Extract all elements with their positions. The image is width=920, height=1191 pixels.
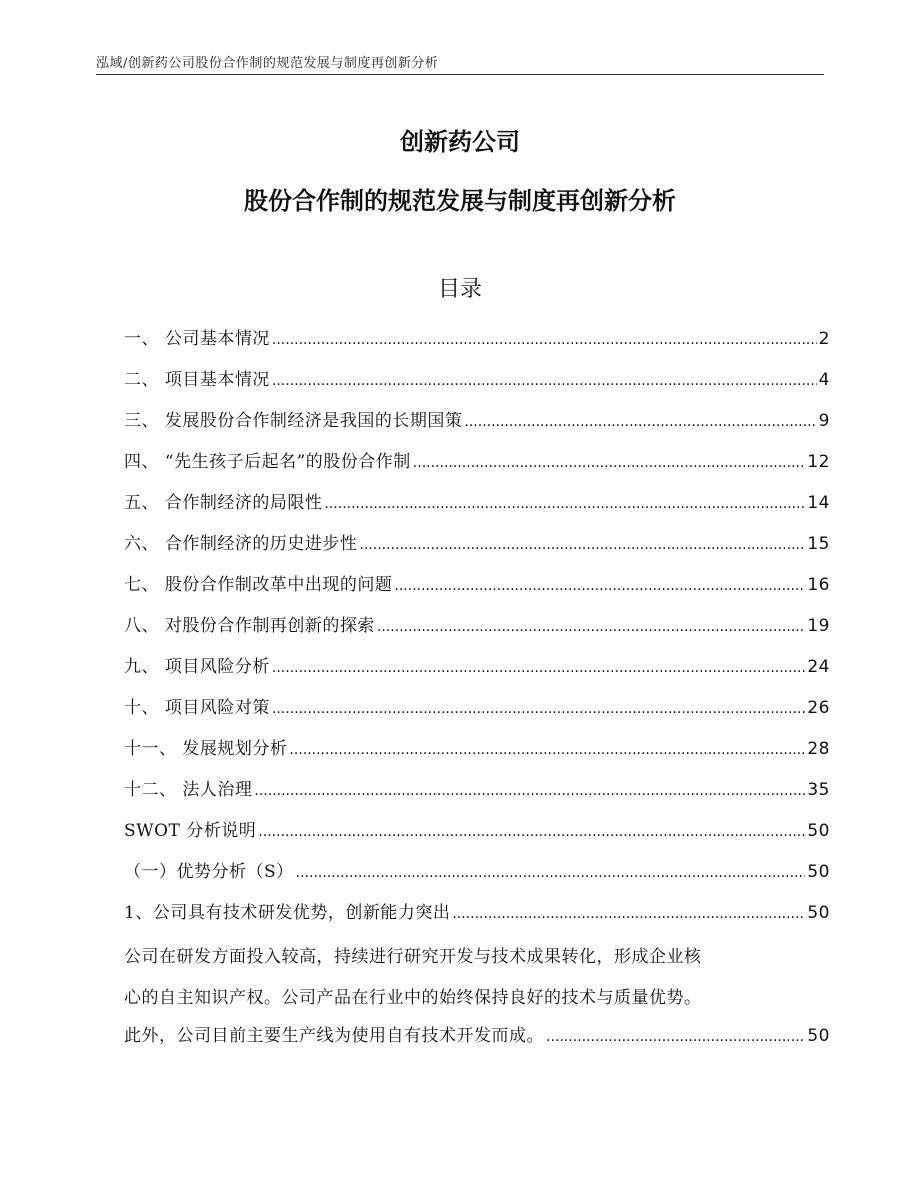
toc-leader-dots	[258, 815, 805, 849]
toc-entry-number: 七、	[124, 575, 165, 595]
toc-entry-title: 项目风险分析	[164, 657, 270, 677]
toc-leader-dots	[377, 610, 805, 644]
toc-entry[interactable]	[124, 855, 830, 896]
toc-paragraph-last-line: 此外，公司目前主要生产线为使用自有技术开发而成。	[124, 1026, 544, 1046]
toc-entry-title: 合作制经济的局限性	[164, 493, 323, 513]
toc-entry-title: 法人治理	[182, 780, 253, 800]
toc-entry-page: 35	[807, 780, 830, 800]
toc-leader-dots	[546, 1020, 805, 1054]
toc-entry-title: 项目基本情况	[164, 370, 270, 390]
toc-leader-dots	[289, 733, 805, 767]
toc-entry-number: 八、	[124, 616, 165, 636]
toc-entry-page: 26	[807, 698, 830, 718]
toc-leader-dots	[324, 487, 805, 521]
toc-entry-number: 十二、	[124, 780, 183, 800]
toc-entry-page: 28	[807, 739, 830, 759]
toc-entry[interactable]	[124, 568, 830, 609]
toc-entry-number: 五、	[124, 493, 165, 513]
toc-entry-page: 50	[807, 1026, 830, 1046]
document-title-line1: 创新药公司	[400, 128, 520, 156]
toc-entry[interactable]	[124, 1019, 830, 1060]
toc-entry-page: 2	[818, 329, 830, 349]
toc-entry-number: 十、	[124, 698, 165, 718]
toc-entry-title: 项目风险对策	[164, 698, 270, 718]
document-title-line2: 股份合作制的规范发展与制度再创新分析	[244, 187, 676, 215]
toc-entry-page: 14	[807, 493, 830, 513]
toc-entry-number: 四、	[124, 452, 165, 472]
toc-entry-page: 50	[807, 821, 830, 841]
toc-heading: 目录	[437, 277, 482, 302]
toc-entry[interactable]	[124, 773, 830, 814]
toc-entry-title: 合作制经济的历史进步性	[164, 534, 358, 554]
toc-leader-dots	[413, 446, 806, 480]
toc-entry-title: 1、公司具有技术研发优势，创新能力突出	[124, 903, 451, 923]
toc-entry[interactable]	[124, 732, 830, 773]
toc-leader-dots	[394, 569, 805, 603]
toc-entry[interactable]	[124, 322, 830, 363]
toc-leader-dots	[296, 856, 806, 890]
toc-entry-number: 三、	[124, 411, 165, 431]
toc-entry-title: 发展规划分析	[182, 739, 288, 759]
toc-entry[interactable]	[124, 814, 830, 855]
toc-entry-page: 9	[818, 411, 830, 431]
toc-entry-number: 十一、	[124, 739, 183, 759]
toc-entry-number: 六、	[124, 534, 165, 554]
toc-leader-dots	[359, 528, 805, 562]
toc-entry[interactable]	[124, 363, 830, 404]
toc-entry[interactable]	[124, 896, 830, 937]
toc-entry-page: 19	[807, 616, 830, 636]
toc-entry-page: 12	[807, 452, 830, 472]
toc-leader-dots	[272, 323, 817, 357]
toc-entry-number: 九、	[124, 657, 165, 677]
toc-leader-dots	[254, 774, 805, 808]
toc-entry[interactable]	[124, 691, 830, 732]
toc-entry-title: 股份合作制改革中出现的问题	[164, 575, 393, 595]
toc-entry[interactable]	[124, 445, 830, 486]
toc-leader-dots	[272, 692, 805, 726]
toc-entry-page: 50	[807, 862, 830, 882]
toc-entry-number: 二、	[124, 370, 165, 390]
toc-entry-page: 16	[807, 575, 830, 595]
toc-entry-title: 公司基本情况	[164, 329, 270, 349]
toc-entry-title: 发展股份合作制经济是我国的长期国策	[164, 411, 463, 431]
toc-entry-title: （一）优势分析（S）	[124, 862, 294, 882]
running-header: 泓域/创新药公司股份合作制的规范发展与制度再创新分析	[96, 56, 439, 71]
toc-paragraph-line: 公司在研发方面投入较高，持续进行研究开发与技术成果转化，形成企业核	[124, 947, 702, 967]
toc-entry-title: “先生孩子后起名”的股份合作制	[164, 452, 411, 472]
toc-entry-page: 15	[807, 534, 830, 554]
toc-leader-dots	[464, 405, 816, 439]
toc-entry[interactable]	[124, 527, 830, 568]
header-divider	[96, 74, 824, 75]
toc-leader-dots	[272, 651, 805, 685]
toc-entry-page: 24	[807, 657, 830, 677]
toc-leader-dots	[272, 364, 817, 398]
toc-entry[interactable]	[124, 650, 830, 691]
toc-entry[interactable]	[124, 609, 830, 650]
toc-leader-dots	[452, 897, 805, 931]
table-of-contents	[124, 322, 830, 1060]
toc-entry-page: 4	[818, 370, 830, 390]
toc-paragraph-line: 心的自主知识产权。公司产品在行业中的始终保持良好的技术与质量优势。	[124, 988, 702, 1008]
toc-entry-title: SWOT 分析说明	[124, 821, 257, 841]
toc-entry-page: 50	[807, 903, 830, 923]
toc-entry[interactable]	[124, 404, 830, 445]
toc-entry-number: 一、	[124, 329, 165, 349]
toc-entry-title: 对股份合作制再创新的探索	[164, 616, 375, 636]
toc-entry[interactable]	[124, 486, 830, 527]
